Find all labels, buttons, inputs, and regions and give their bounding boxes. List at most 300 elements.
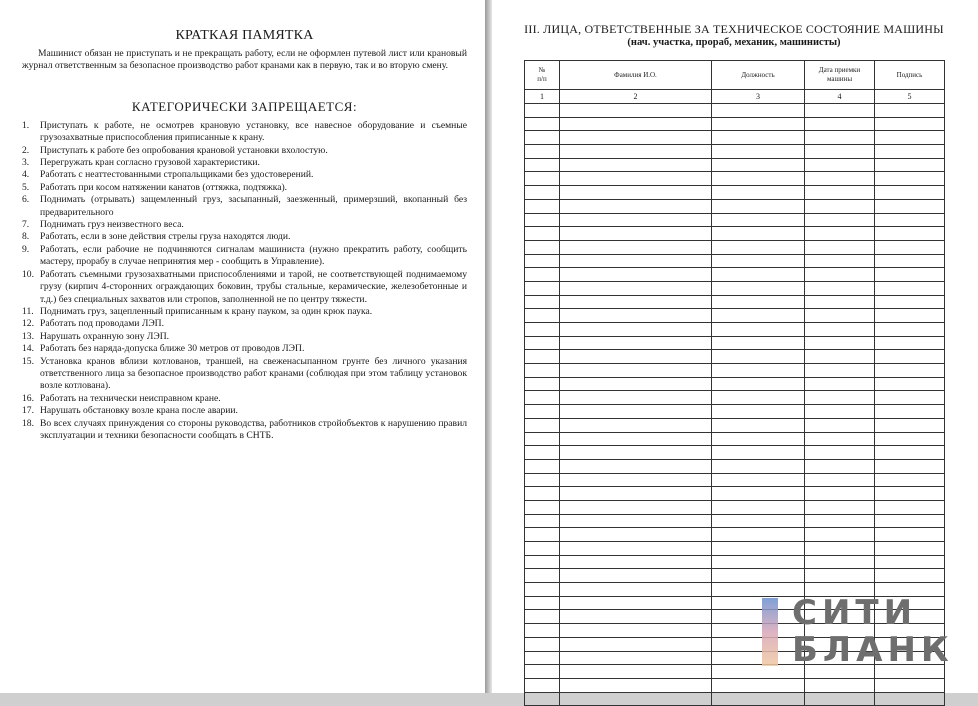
- table-row: [525, 528, 945, 542]
- table-cell: [525, 186, 560, 200]
- table-cell: [805, 418, 875, 432]
- rule-item: [22, 343, 467, 355]
- table-cell: [805, 555, 875, 569]
- table-cell: [525, 487, 560, 501]
- rule-text: Работать съемными грузозахватными приспособлениями и тарой, не соответствующей поднимаемому грузу (кирпич 4-сторонних ограждающих боковин, трубы стальные, керамические, железобетонные и т.д.) без специальных захватов или стропов, заполненной не по центру тяжести.: [40, 268, 467, 305]
- table-cell: [560, 323, 712, 337]
- column-number-row: [525, 90, 945, 104]
- rule-number: 15.: [22, 355, 34, 367]
- rule-item: [22, 331, 467, 343]
- table-cell: [560, 145, 712, 159]
- table-cell: [525, 350, 560, 364]
- table-cell: [875, 213, 945, 227]
- table-cell: [805, 377, 875, 391]
- table-cell: [805, 487, 875, 501]
- rule-item: [22, 269, 467, 306]
- table-cell: [805, 145, 875, 159]
- table-row: [525, 569, 945, 583]
- table-cell: [560, 309, 712, 323]
- table-cell: [875, 104, 945, 118]
- table-cell: [875, 240, 945, 254]
- table-cell: [560, 172, 712, 186]
- page-fold-shadow: [485, 0, 492, 693]
- rule-number: 14.: [22, 343, 34, 355]
- table-cell: [805, 199, 875, 213]
- table-cell: [560, 542, 712, 556]
- table-cell: [875, 227, 945, 241]
- table-cell: [805, 213, 875, 227]
- table-cell: [560, 487, 712, 501]
- table-row: [525, 405, 945, 419]
- header-line: Дата приемки: [818, 66, 861, 74]
- table-cell: [525, 665, 560, 679]
- table-cell: [560, 665, 712, 679]
- table-cell: [560, 569, 712, 583]
- header-line: №: [538, 66, 546, 74]
- rule-number: 4.: [22, 169, 30, 181]
- table-row: [525, 459, 945, 473]
- rule-text: Поднимать груз, зацепленный приписанным к крану пауком, за один крюк паука.: [40, 305, 373, 317]
- table-cell: [712, 459, 805, 473]
- table-cell: [805, 186, 875, 200]
- rule-number: 11.: [22, 305, 34, 317]
- table-cell: [712, 446, 805, 460]
- rule-number: 17.: [22, 405, 34, 417]
- table-cell: [560, 254, 712, 268]
- table-row: [525, 487, 945, 501]
- table-row: [525, 309, 945, 323]
- table-cell: [525, 309, 560, 323]
- table-cell: [875, 336, 945, 350]
- table-cell: [560, 432, 712, 446]
- table-cell: [805, 459, 875, 473]
- table-cell: [525, 446, 560, 460]
- table-cell: [560, 336, 712, 350]
- table-header-cell: [805, 61, 875, 90]
- rule-number: 18.: [22, 417, 34, 429]
- table-cell: [560, 268, 712, 282]
- table-cell: [805, 514, 875, 528]
- table-row: [525, 377, 945, 391]
- table-cell: [875, 487, 945, 501]
- table-cell: [525, 692, 560, 706]
- table-cell: [525, 432, 560, 446]
- table-cell: [560, 583, 712, 597]
- rule-number: 16.: [22, 392, 34, 404]
- table-cell: [875, 446, 945, 460]
- table-cell: [805, 678, 875, 692]
- table-cell: [712, 583, 805, 597]
- prohibited-heading: КАТЕГОРИЧЕСКИ ЗАПРЕЩАЕТСЯ:: [131, 98, 358, 114]
- table-cell: [525, 651, 560, 665]
- table-cell: [560, 528, 712, 542]
- table-cell: [560, 227, 712, 241]
- table-cell: [525, 323, 560, 337]
- table-cell: [875, 172, 945, 186]
- table-row: [525, 364, 945, 378]
- table-cell: [805, 569, 875, 583]
- table-cell: [712, 254, 805, 268]
- table-cell: [712, 295, 805, 309]
- table-cell: [875, 364, 945, 378]
- table-cell: [525, 199, 560, 213]
- rule-number: 5.: [22, 181, 30, 193]
- table-cell: [560, 391, 712, 405]
- table-cell: [525, 295, 560, 309]
- table-cell: [712, 391, 805, 405]
- table-cell: [560, 624, 712, 638]
- table-cell: [560, 555, 712, 569]
- table-cell: [712, 199, 805, 213]
- table-row: [525, 336, 945, 350]
- table-cell: [712, 500, 805, 514]
- table-cell: [875, 131, 945, 145]
- table-row: [525, 213, 945, 227]
- memo-intro: Машинист обязан не приступать и не прекращать работу, если не оформлен путевой лист или крановый журнал ответственным за безопасное производство работ кранами как в первую, так и во вторую смену.: [22, 48, 467, 72]
- table-row: [525, 186, 945, 200]
- table-cell: [525, 405, 560, 419]
- table-cell: [875, 323, 945, 337]
- table-cell: [875, 528, 945, 542]
- table-cell: [712, 268, 805, 282]
- table-row: [525, 473, 945, 487]
- table-row: [525, 323, 945, 337]
- rule-text: Работать, если в зоне действия стрелы груза находятся люди.: [40, 231, 291, 243]
- table-cell: [525, 336, 560, 350]
- table-cell: [560, 350, 712, 364]
- rule-number: 7.: [22, 219, 30, 231]
- table-cell: [712, 692, 805, 706]
- table-cell: [805, 172, 875, 186]
- table-cell: [560, 186, 712, 200]
- table-cell: [712, 555, 805, 569]
- table-cell: [875, 350, 945, 364]
- table-row: [525, 158, 945, 172]
- table-row: [525, 104, 945, 118]
- table-row: [525, 350, 945, 364]
- rule-text: Нарушать обстановку возле крана после аварии.: [40, 405, 238, 417]
- table-cell: [712, 309, 805, 323]
- rule-number: 6.: [22, 194, 30, 206]
- table-cell: [560, 418, 712, 432]
- table-cell: [805, 391, 875, 405]
- table-cell: [712, 432, 805, 446]
- table-cell: [560, 459, 712, 473]
- table-cell: [875, 678, 945, 692]
- table-cell: [560, 213, 712, 227]
- table-cell: [805, 350, 875, 364]
- table-cell: [712, 186, 805, 200]
- table-cell: [712, 364, 805, 378]
- table-cell: [525, 268, 560, 282]
- table-cell: [712, 172, 805, 186]
- table-cell: [525, 213, 560, 227]
- table-cell: [712, 418, 805, 432]
- table-row: [525, 555, 945, 569]
- table-cell: [525, 610, 560, 624]
- table-cell: [875, 459, 945, 473]
- table-row: [525, 199, 945, 213]
- table-cell: [805, 432, 875, 446]
- table-cell: [560, 117, 712, 131]
- column-number-cell: 2: [560, 90, 712, 104]
- table-cell: [712, 131, 805, 145]
- table-cell: [875, 295, 945, 309]
- rule-item: [22, 318, 467, 330]
- table-cell: [805, 268, 875, 282]
- table-cell: [712, 678, 805, 692]
- table-row: [525, 418, 945, 432]
- table-cell: [525, 583, 560, 597]
- table-cell: [875, 254, 945, 268]
- table-row: [525, 678, 945, 692]
- table-cell: [805, 473, 875, 487]
- table-cell: [805, 240, 875, 254]
- table-row: [525, 145, 945, 159]
- table-cell: [525, 104, 560, 118]
- table-row: [525, 240, 945, 254]
- table-cell: [525, 569, 560, 583]
- header-line: Фамилия И.О.: [614, 70, 657, 79]
- rule-text: Работать при косом натяжении канатов (оттяжка, подтяжка).: [40, 181, 288, 193]
- table-row: [525, 117, 945, 131]
- table-row: [525, 514, 945, 528]
- table-cell: [560, 377, 712, 391]
- rule-text: Во всех случаях принуждения со стороны руководства, работников стройобъектов к нарушению правил эксплуатации и техники безопасности сообщать в СНТБ.: [40, 417, 467, 441]
- table-cell: [712, 104, 805, 118]
- table-cell: [525, 678, 560, 692]
- table-cell: [525, 377, 560, 391]
- table-cell: [805, 295, 875, 309]
- column-number-cell: 4: [805, 90, 875, 104]
- table-cell: [525, 500, 560, 514]
- table-row: [525, 295, 945, 309]
- rule-item: [22, 182, 467, 194]
- rule-text: Перегружать кран согласно грузовой характеристики.: [40, 157, 260, 169]
- table-cell: [875, 418, 945, 432]
- table-cell: [560, 131, 712, 145]
- table-cell: [525, 637, 560, 651]
- rule-item: [22, 418, 467, 443]
- rule-item: [22, 194, 467, 219]
- rule-number: 8.: [22, 231, 30, 243]
- header-line: п/п: [537, 75, 547, 83]
- section-title: III. ЛИЦА, ОТВЕТСТВЕННЫЕ ЗА ТЕХНИЧЕСКОЕ СОСТОЯНИЕ МАШИНЫ: [524, 22, 944, 36]
- table-row: [525, 281, 945, 295]
- table-cell: [525, 117, 560, 131]
- section-subtitle: (нач. участка, прораб, механик, машинисты): [627, 37, 841, 48]
- table-cell: [875, 500, 945, 514]
- table-cell: [712, 213, 805, 227]
- column-number-cell: 1: [525, 90, 560, 104]
- right-page: [492, 0, 978, 693]
- table-cell: [805, 158, 875, 172]
- table-cell: [875, 542, 945, 556]
- header-line: Должность: [741, 70, 775, 79]
- table-row: [525, 268, 945, 282]
- table-cell: [525, 227, 560, 241]
- table-cell: [805, 500, 875, 514]
- table-cell: [805, 117, 875, 131]
- table-cell: [712, 227, 805, 241]
- table-row: [525, 131, 945, 145]
- rule-item: [22, 244, 467, 269]
- table-cell: [525, 624, 560, 638]
- table-cell: [560, 158, 712, 172]
- table-cell: [875, 309, 945, 323]
- table-cell: [805, 323, 875, 337]
- rule-item: [22, 393, 467, 405]
- table-cell: [875, 391, 945, 405]
- table-cell: [875, 692, 945, 706]
- table-cell: [525, 281, 560, 295]
- rule-number: 13.: [22, 330, 34, 342]
- memo-title: КРАТКАЯ ПАМЯТКА: [175, 28, 314, 43]
- table-cell: [560, 473, 712, 487]
- table-cell: [875, 268, 945, 282]
- table-row: [525, 446, 945, 460]
- table-cell: [560, 240, 712, 254]
- column-number-cell: 5: [875, 90, 945, 104]
- rule-number: 2.: [22, 144, 30, 156]
- rule-text: Поднимать (отрывать) защемленный груз, засыпанный, заезженный, примерзший, вкопанный без предварительного: [40, 194, 467, 218]
- rule-text: Приступать к работе без опробования крановой установки вхолостую.: [40, 144, 328, 156]
- rule-item: [22, 405, 467, 417]
- table-cell: [875, 377, 945, 391]
- table-cell: [875, 432, 945, 446]
- table-cell: [712, 569, 805, 583]
- table-cell: [560, 364, 712, 378]
- rule-number: 3.: [22, 157, 30, 169]
- table-row: [525, 391, 945, 405]
- rule-item: [22, 306, 467, 318]
- table-cell: [525, 528, 560, 542]
- table-cell: [525, 145, 560, 159]
- rule-text: Работать без наряда-допуска ближе 30 метров от проводов ЛЭП.: [40, 343, 305, 355]
- column-number-cell: 3: [712, 90, 805, 104]
- table-row: [525, 254, 945, 268]
- table-header-cell: [712, 61, 805, 90]
- table-cell: [875, 281, 945, 295]
- table-cell: [805, 446, 875, 460]
- table-cell: [525, 131, 560, 145]
- table-cell: [712, 514, 805, 528]
- rule-text: Работать под проводами ЛЭП.: [40, 318, 164, 330]
- header-line: машины: [826, 75, 853, 83]
- table-cell: [875, 117, 945, 131]
- table-cell: [875, 473, 945, 487]
- table-cell: [712, 377, 805, 391]
- table-cell: [805, 528, 875, 542]
- table-cell: [525, 418, 560, 432]
- table-header-cell: [560, 61, 712, 90]
- table-cell: [712, 117, 805, 131]
- logo-text-line2: БЛАНК: [792, 630, 954, 670]
- rule-number: 1.: [22, 119, 30, 131]
- table-cell: [525, 391, 560, 405]
- rule-text: Установка кранов вблизи котлованов, траншей, на свеженасыпанном грунте без личного указания ответственного лица за безопасное производство работ кранами (соблюдая при этом таблицу установок возле котлована).: [40, 355, 467, 392]
- table-cell: [875, 514, 945, 528]
- table-cell: [805, 542, 875, 556]
- table-row: [525, 172, 945, 186]
- rule-item: [22, 145, 467, 157]
- rules-list: [22, 120, 467, 443]
- table-cell: [525, 172, 560, 186]
- table-cell: [712, 323, 805, 337]
- table-cell: [560, 405, 712, 419]
- rule-text: Работать с неаттестованными стропальщиками без удостоверений.: [40, 169, 314, 181]
- table-cell: [560, 281, 712, 295]
- table-cell: [560, 199, 712, 213]
- table-cell: [525, 542, 560, 556]
- table-cell: [875, 199, 945, 213]
- table-cell: [712, 336, 805, 350]
- rule-text: Нарушать охранную зону ЛЭП.: [40, 330, 170, 342]
- rule-number: 12.: [22, 318, 34, 330]
- table-cell: [712, 240, 805, 254]
- table-cell: [560, 610, 712, 624]
- table-cell: [560, 678, 712, 692]
- table-cell: [560, 651, 712, 665]
- table-cell: [525, 459, 560, 473]
- table-cell: [805, 692, 875, 706]
- rule-text: Работать, если рабочие не подчиняются сигналам машиниста (нужно прекратить работу, сообщить мастеру, прорабу в случае непринятия мер - сообщить в Управление).: [40, 243, 467, 268]
- table-cell: [805, 309, 875, 323]
- table-row: [525, 227, 945, 241]
- table-cell: [875, 569, 945, 583]
- table-cell: [712, 528, 805, 542]
- rule-text: Приступать к работе, не осмотрев крановую установку, все навесное оборудование и съемные грузозахватные приспособления приписанные к крану.: [40, 119, 467, 144]
- table-cell: [712, 473, 805, 487]
- table-cell: [712, 350, 805, 364]
- logo-color-bar: [762, 598, 778, 666]
- table-cell: [805, 104, 875, 118]
- table-cell: [875, 555, 945, 569]
- table-row: [525, 542, 945, 556]
- table-cell: [875, 405, 945, 419]
- table-cell: [712, 405, 805, 419]
- table-cell: [560, 104, 712, 118]
- rule-item: [22, 157, 467, 169]
- rule-number: 9.: [22, 243, 30, 255]
- table-cell: [525, 240, 560, 254]
- table-cell: [525, 254, 560, 268]
- table-cell: [560, 446, 712, 460]
- table-cell: [560, 514, 712, 528]
- rule-text: Поднимать груз неизвестного веса.: [40, 219, 184, 231]
- table-cell: [875, 186, 945, 200]
- table-header-cell: [875, 61, 945, 90]
- rule-item: [22, 231, 467, 243]
- table-cell: [525, 158, 560, 172]
- table-cell: [805, 281, 875, 295]
- citiblank-logo: [762, 593, 972, 670]
- table-row: [525, 692, 945, 706]
- table-cell: [560, 500, 712, 514]
- table-cell: [712, 158, 805, 172]
- table-cell: [805, 131, 875, 145]
- table-cell: [560, 295, 712, 309]
- table-cell: [805, 405, 875, 419]
- table-cell: [805, 364, 875, 378]
- left-page: [0, 0, 485, 693]
- table-cell: [805, 336, 875, 350]
- table-cell: [712, 281, 805, 295]
- table-cell: [525, 555, 560, 569]
- table-cell: [875, 158, 945, 172]
- rule-text: Работать на технически неисправном кране.: [40, 392, 221, 404]
- logo-text-line1: СИТИ: [792, 593, 918, 633]
